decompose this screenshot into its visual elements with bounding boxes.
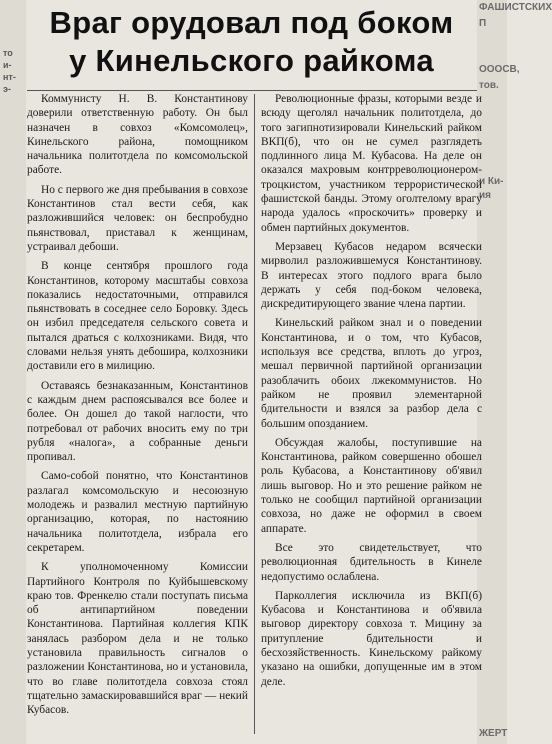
article-paragraph: Кинельский райком знал и о поведении Константинова, и о том, что Кубасов, используя все средства, вплоть до угроз, мешал первичной партийной организации разоблачить обоих лжекоммунистов. Но райком не проявил элементарной бдительности и взялся за разбор дела с большим опозданием. bbox=[261, 317, 482, 430]
edge-left-fragment: э- bbox=[3, 84, 11, 94]
edge-right-fragment: ЖЕРТ bbox=[479, 728, 508, 739]
article-paragraph: Все это свидетельствует, что революционная бдительность в Кинеле недопустимо ослаблена. bbox=[261, 541, 482, 583]
article-paragraph: Но с первого же дня пребывания в совхозе Константинов стал вести себя, как разложившийся человек: он беспробудно пьянствовал, приставал к женщинам, устраивал дебоши. bbox=[27, 183, 248, 253]
article-paragraph: В конце сентября прошлого года Константинов, которому масштабы совхоза показались недостаточными, отправился пьянствовать в соседнее село Боровку. Здесь он избил председателя сельского совета и пытался драться с колхозниками. Видя, что словами нельзя унять дебошира, колхозники доставили его в милицию. bbox=[27, 260, 248, 373]
headline-line-2: у Кинельского райкома bbox=[69, 43, 434, 78]
headline-line-1: Враг орудовал под боком bbox=[49, 5, 454, 40]
article-paragraph: Коммунисту Н. В. Константинову доверили ответственную работу. Он был назначен в совхоз «Комсомолец», Кинельского района, помощником начальника политотдела по комсомольской работе. bbox=[27, 93, 248, 177]
left-margin-fragments bbox=[0, 0, 26, 744]
edge-left-fragment: то bbox=[3, 48, 13, 58]
edge-right-fragment: и Ки- bbox=[479, 176, 504, 187]
edge-right-fragment: тов. bbox=[479, 80, 499, 91]
edge-right-fragment: ОООСВ, bbox=[479, 64, 520, 75]
article-paragraph: К уполномоченному Комиссии Партийного Контроля по Куйбышевскому краю тов. Френкелю стали поступать письма об антипартийном поведении Константинова. Партийная коллегия КПК занялась разбором дела и не только установила правильность сигналов о разложении Константинова, но и установила, что во главе политотдела совхоза стоял тщательно замаскировавшийся враг — некий Кубасов. bbox=[27, 561, 248, 717]
article-headline bbox=[26, 4, 477, 80]
article-paragraph: Мерзавец Кубасов недаром всячески мирволил разложившемуся Константинову. В интересах этого подлого врага было держать у себя под-боком человека, дискредитирующего звание члена партии. bbox=[261, 240, 482, 311]
column-divider bbox=[254, 94, 255, 734]
edge-right-fragment: ия bbox=[479, 190, 491, 201]
edge-left-fragment: и- bbox=[3, 60, 12, 70]
article-paragraph: Само-собой понятно, что Константинов разлагал комсомольскую и несоюзную молодежь и развалил местную партийную организацию, которая, по настоянию начальника политотдела, избрала его секретарем. bbox=[27, 470, 248, 554]
article-column-left bbox=[27, 92, 248, 722]
headline-rule bbox=[27, 90, 477, 91]
edge-left-fragment: нт- bbox=[3, 72, 16, 82]
edge-right-fragment: ФАШИСТСКИХ bbox=[479, 2, 552, 13]
edge-right-fragment: П bbox=[479, 18, 487, 29]
article-paragraph: Парколлегия исключила из ВКП(б) Кубасова и Константинова и об'явила выговор директору совхоза т. Мицину за притупление бдительности и бесхозяйственность. Кинельскому райкому указано на ошибки, допущенные им в этом деле. bbox=[261, 589, 482, 688]
article-paragraph: Оставаясь безнаказанным, Константинов с каждым днем распоясывался все более и более. Он дошел до такой наглости, что потребовал от рабочих вносить ему по три рубля «налога», а собранные деньги пропивал. bbox=[27, 379, 248, 464]
article-paragraph: Революционные фразы, которыми везде и всюду щеголял начальник политотдела, до того загипнотизировали Кинельский райком ВКП(б), что он не сумел разглядеть подлинного лица М. Кубасова. На деле он оказался махровым контрреволюционером-троцкистом, участником террористической фашистской банды. Этому оголтелому врагу народа удалось «проскочить» проверку и обмен партийных документов. bbox=[261, 93, 482, 234]
article-paragraph: Обсуждая жалобы, поступившие на Константинова, райком совершенно обошел роль Кубасова, а Константинову об'явил лишь выговор. Но и это решение райком не только не сообщил партийной организации совхоза, но даже не оформил в своем аппарате. bbox=[261, 436, 482, 535]
article-column-right bbox=[261, 92, 482, 694]
